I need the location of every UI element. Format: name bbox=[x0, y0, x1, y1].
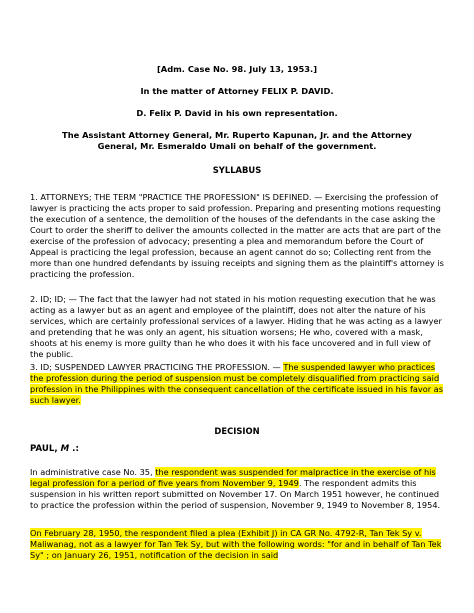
author-suffix: M bbox=[60, 444, 70, 454]
counsel-line-2: General, Mr. Esmeraldo Umali on behalf of the government. bbox=[97, 141, 377, 151]
case-header bbox=[0, 64, 474, 152]
highlighted-passage: On February 28, 1950, the respondent filed a plea (Exhibit J) in CA GR No. 4792-R, Tan Tek Sy v. Maliwanag, not as a lawyer for Tan Tek Sy, but with the following words: "for and in behalf of Tan Tek Sy" ; on January 26, 1951, notification of the decision in said bbox=[30, 528, 442, 560]
decision-paragraph-1 bbox=[30, 467, 444, 511]
syllabus-item-2: 2. ID; ID; — The fact that the lawyer had not stated in his motion requesting execution that he was acting as a lawyer but as an agent and employee of the plaintiff, does not alter the nature of his services, which are certainly professional services of a lawyer. Hiding that he was acting as a lawyer and pretending that he was only an agent, his situation worsens; He who, covered with a mask, shoots at his enemy is more guilty than he who does it with his face uncovered and in full view of the public. bbox=[30, 294, 442, 359]
decision-heading: DECISION bbox=[214, 426, 260, 436]
case-number: [Adm. Case No. 98. July 13, 1953.] bbox=[156, 64, 317, 74]
paragraph-1-rest: . The respondent admits this suspension in his written report submitted on November 17. On March 1951 however, he continued to practice the profession within the period of suspension, November 9, 1949 to November 8, 1954. bbox=[30, 478, 441, 510]
syllabus-item-3 bbox=[30, 362, 444, 406]
paragraph-1-intro: In administrative case No. 35, bbox=[30, 467, 156, 477]
syllabus-item-1: 1. ATTORNEYS; THE TERM "PRACTICE THE PROFESSION" IS DEFINED. — Exercising the profession of lawyer is practicing the acts proper to said profession. Preparing and presenting motions requesting the execution of a sentence, the demolition of the houses of the defendants in the case asking the Court to order the sheriff to deliver the amounts collected in the matter are acts that are part of the exercise of the profession of advocacy; presenting a plea and memorandum before the Court of Appeal is practicing the legal profession, because an agent cannot do so; Collecting rent from the more than one hundred defendants by issuing receipts and signing them as the plaintiff's attorney is practicing the profession. bbox=[30, 192, 444, 279]
highlighted-passage: The suspended lawyer who practices the profession during the period of suspension must be completely disqualified from practicing said profession in the Philippines with the consequent cancellation of the certificate issued in his favor as such lawyer. bbox=[30, 362, 443, 405]
author-line bbox=[30, 444, 444, 455]
counsel-line-1: The Assistant Attorney General, Mr. Ruperto Kapunan, Jr. and the Attorney bbox=[62, 130, 412, 140]
syllabus-heading: SYLLABUS bbox=[212, 165, 262, 175]
highlighted-passage: the respondent was suspended for malpractice in the exercise of his legal profession for a period of five years from November 9, 1949 bbox=[30, 467, 436, 488]
representation-line: D. Felix P. David in his own representation. bbox=[136, 108, 338, 118]
matter-title: In the matter of Attorney FELIX P. DAVID. bbox=[140, 86, 334, 96]
syllabus-item-3-label: 3. ID; SUSPENDED LAWYER PRACTICING THE PROFESSION. — bbox=[30, 362, 284, 372]
author-colon: .: bbox=[69, 444, 79, 454]
author-name: PAUL, bbox=[30, 444, 58, 454]
decision-paragraph-2 bbox=[30, 528, 444, 561]
